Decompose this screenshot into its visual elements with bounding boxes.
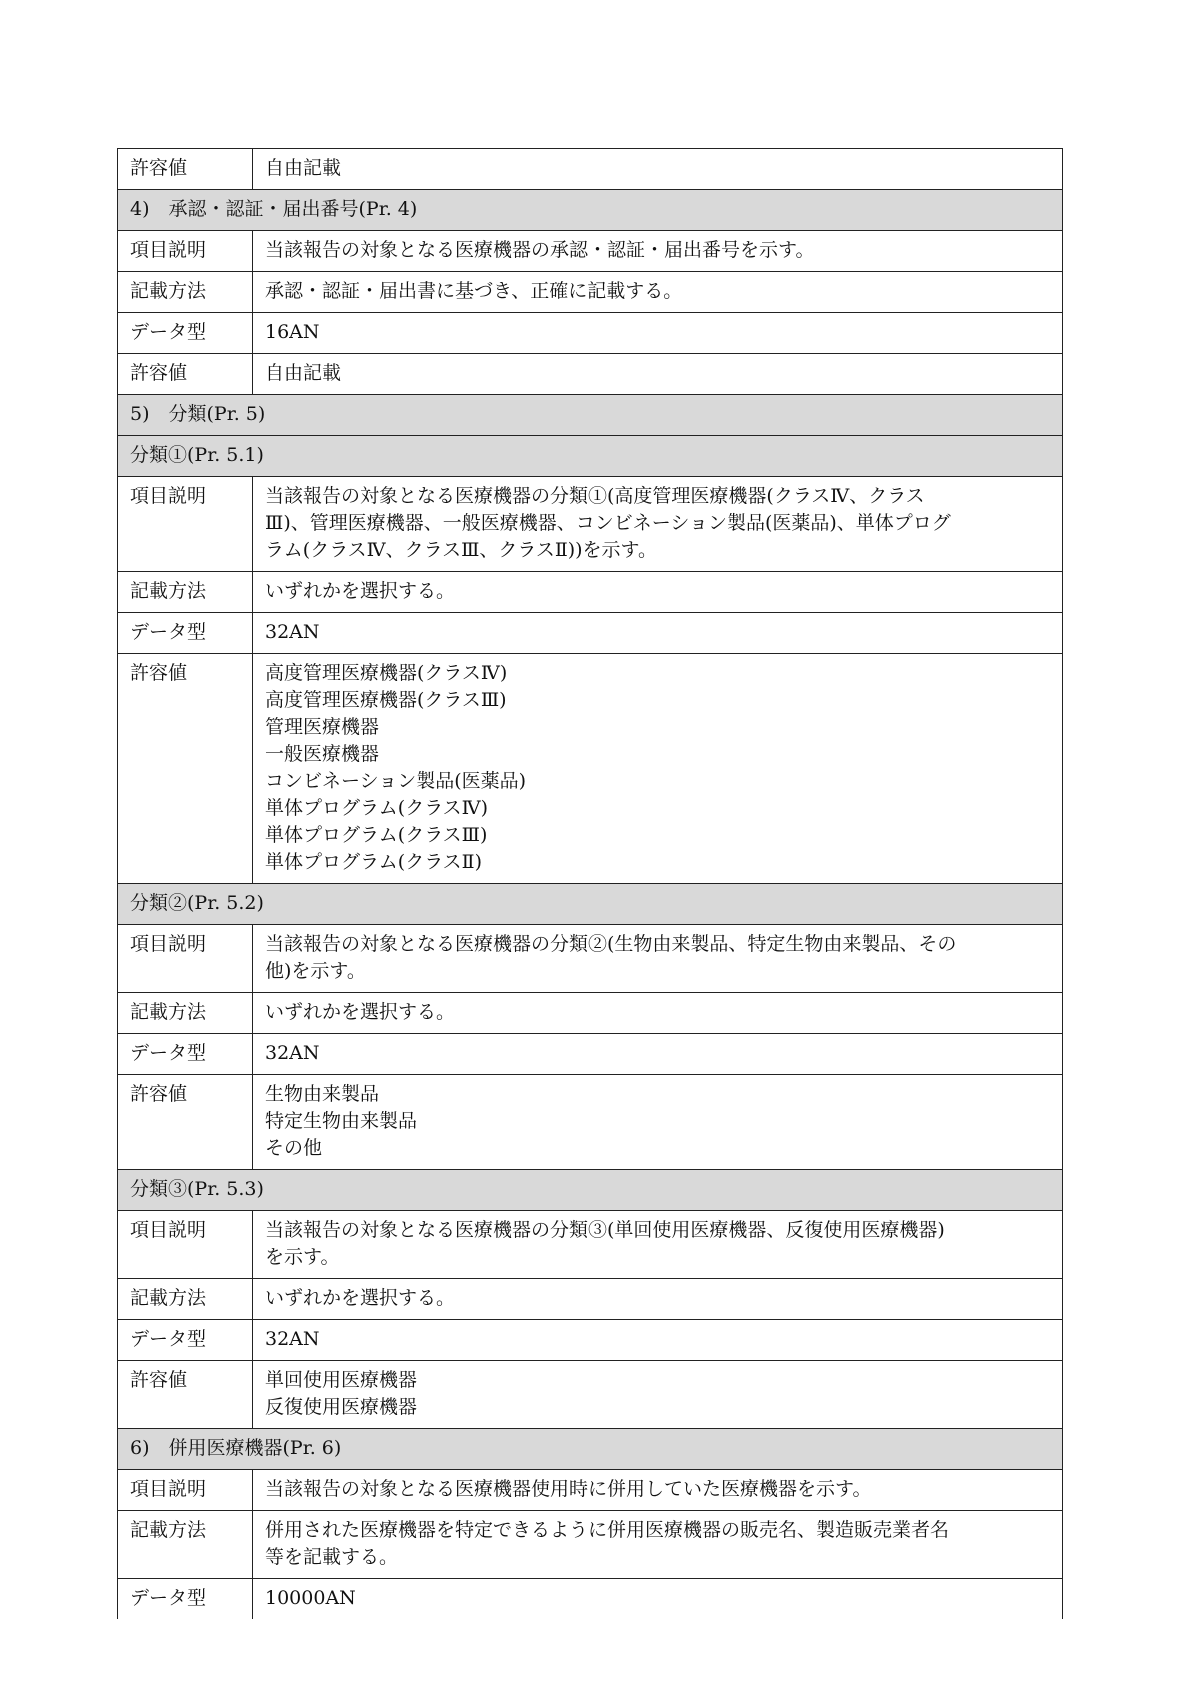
- field-row: [118, 272, 1063, 313]
- field-value: 当該報告の対象となる医療機器の分類③(単回使用医療機器、反復使用医療機器) を示す。: [253, 1211, 1063, 1279]
- field-label: 項目説明: [118, 231, 253, 272]
- section-title: 分類②(Pr. 5.2): [118, 884, 1063, 925]
- field-value: 単回使用医療機器 反復使用医療機器: [253, 1361, 1063, 1429]
- field-row: [118, 1075, 1063, 1170]
- field-row: [118, 1361, 1063, 1429]
- field-value: 併用された医療機器を特定できるように併用医療機器の販売名、製造販売業者名 等を記載する。: [253, 1511, 1063, 1579]
- field-label: データ型: [118, 313, 253, 354]
- field-value: 当該報告の対象となる医療機器の承認・認証・届出番号を示す。: [253, 231, 1063, 272]
- field-value: いずれかを選択する。: [253, 572, 1063, 613]
- field-label: 許容値: [118, 1361, 253, 1429]
- section-title: 5) 分類(Pr. 5): [118, 395, 1063, 436]
- section-header-row: [118, 884, 1063, 925]
- field-label: 記載方法: [118, 993, 253, 1034]
- field-label: 許容値: [118, 1075, 253, 1170]
- field-label: 記載方法: [118, 1511, 253, 1579]
- field-value: 当該報告の対象となる医療機器の分類②(生物由来製品、特定生物由来製品、その 他)を示す。: [253, 925, 1063, 993]
- field-value: 当該報告の対象となる医療機器の分類①(高度管理医療機器(クラスⅣ、クラス Ⅲ)、管理医療機器、一般医療機器、コンビネーション製品(医薬品)、単体プログ ラム(クラスⅣ、クラスⅢ、クラスⅡ))を示す。: [253, 477, 1063, 572]
- field-row: [118, 1320, 1063, 1361]
- field-value: 生物由来製品 特定生物由来製品 その他: [253, 1075, 1063, 1170]
- field-value: 32AN: [253, 1320, 1063, 1361]
- field-label: 記載方法: [118, 572, 253, 613]
- field-value: 10000AN: [253, 1579, 1063, 1620]
- field-row: [118, 1211, 1063, 1279]
- field-label: 項目説明: [118, 1470, 253, 1511]
- field-row: [118, 1579, 1063, 1620]
- field-value: 32AN: [253, 1034, 1063, 1075]
- section-title: 分類③(Pr. 5.3): [118, 1170, 1063, 1211]
- section-title: 分類①(Pr. 5.1): [118, 436, 1063, 477]
- field-row: [118, 1511, 1063, 1579]
- section-header-row: [118, 1170, 1063, 1211]
- field-row: [118, 1034, 1063, 1075]
- field-row: [118, 313, 1063, 354]
- section-title: 4) 承認・認証・届出番号(Pr. 4): [118, 190, 1063, 231]
- field-value: 承認・認証・届出書に基づき、正確に記載する。: [253, 272, 1063, 313]
- field-label: データ型: [118, 1579, 253, 1620]
- field-label: データ型: [118, 1320, 253, 1361]
- section-header-row: [118, 1429, 1063, 1470]
- field-value: 自由記載: [253, 149, 1063, 190]
- field-value: いずれかを選択する。: [253, 993, 1063, 1034]
- field-label: 許容値: [118, 149, 253, 190]
- field-value: 16AN: [253, 313, 1063, 354]
- section-header-row: [118, 190, 1063, 231]
- field-label: 項目説明: [118, 925, 253, 993]
- specification-table: [117, 148, 1063, 1619]
- field-row: [118, 1279, 1063, 1320]
- field-row: [118, 354, 1063, 395]
- section-header-row: [118, 436, 1063, 477]
- field-row: [118, 993, 1063, 1034]
- field-label: 許容値: [118, 354, 253, 395]
- section-title: 6) 併用医療機器(Pr. 6): [118, 1429, 1063, 1470]
- field-row: [118, 613, 1063, 654]
- field-value: 高度管理医療機器(クラスⅣ) 高度管理医療機器(クラスⅢ) 管理医療機器 一般医療機器 コンビネーション製品(医薬品) 単体プログラム(クラスⅣ) 単体プログラム(クラスⅢ) 単体プログラム(クラスⅡ): [253, 654, 1063, 884]
- field-label: 許容値: [118, 654, 253, 884]
- field-row: [118, 477, 1063, 572]
- section-header-row: [118, 395, 1063, 436]
- field-value: 自由記載: [253, 354, 1063, 395]
- field-row: [118, 149, 1063, 190]
- field-label: 記載方法: [118, 1279, 253, 1320]
- field-row: [118, 1470, 1063, 1511]
- field-row: [118, 925, 1063, 993]
- field-row: [118, 231, 1063, 272]
- field-value: 当該報告の対象となる医療機器使用時に併用していた医療機器を示す。: [253, 1470, 1063, 1511]
- field-value: いずれかを選択する。: [253, 1279, 1063, 1320]
- field-label: データ型: [118, 613, 253, 654]
- field-value: 32AN: [253, 613, 1063, 654]
- field-row: [118, 654, 1063, 884]
- field-label: 記載方法: [118, 272, 253, 313]
- field-label: 項目説明: [118, 1211, 253, 1279]
- field-label: 項目説明: [118, 477, 253, 572]
- field-row: [118, 572, 1063, 613]
- field-label: データ型: [118, 1034, 253, 1075]
